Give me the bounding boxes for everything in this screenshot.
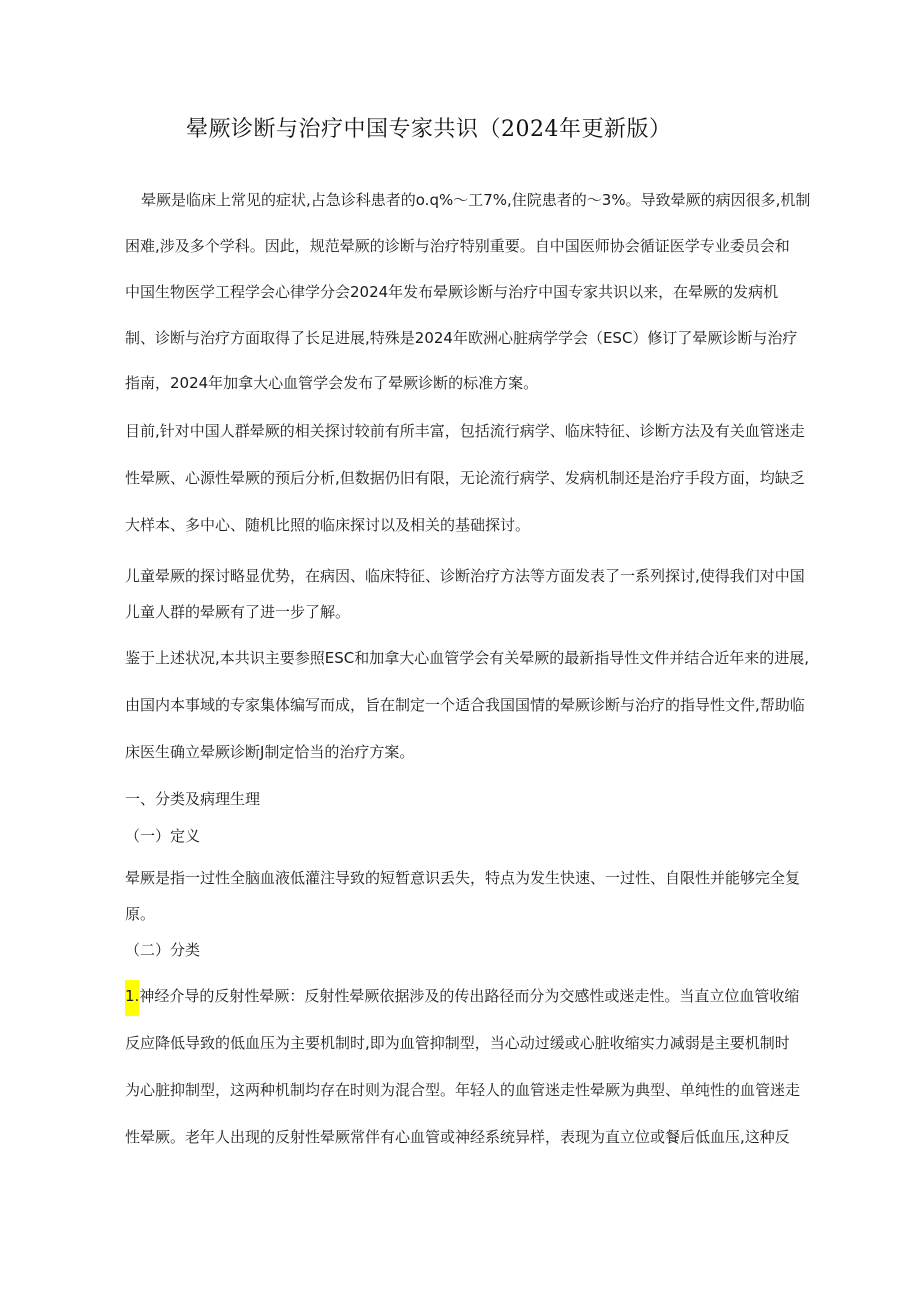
paragraph-line: 为心脏抑制型，这两种机制均存在时则为混合型。年轻人的血管迷走性晕厥为典型、单纯性的血管迷走 bbox=[125, 1081, 801, 1099]
paragraph-line: 原。 bbox=[125, 905, 156, 923]
paragraph-line: 儿童晕厥的探讨略显优势，在病因、临床特征、诊断治疗方法等方面发表了一系列探讨,使得我们对中国 bbox=[125, 567, 805, 585]
subsection-heading: （一）定义 bbox=[125, 827, 201, 845]
list-item-line bbox=[125, 986, 799, 1006]
paragraph-line: 晕厥是临床上常见的症状,占急诊科患者的o.q%〜工7%,住院患者的〜3%。导致晕厥的病因很多,机制 bbox=[141, 191, 811, 209]
paragraph-line: 晕厥是指一过性全脑血液低灌注导致的短暂意识丢失，特点为发生快速、一过性、自限性并能够完全复 bbox=[125, 869, 801, 887]
document-title: 晕厥诊断与治疗中国专家共识（2024年更新版） bbox=[186, 117, 672, 142]
paragraph-line: 指南，2024年加拿大心血管学会发布了晕厥诊断的标准方案。 bbox=[125, 374, 539, 392]
list-item-text: 神经介导的反射性晕厥：反射性晕厥依据涉及的传出路径而分为交感性或迷走性。当直立位血管收缩 bbox=[139, 987, 800, 1005]
paragraph-line: 制、诊断与治疗方面取得了长足进展,特殊是2024年欧洲心脏病学学会（ESC）修订了晕厥诊断与治疗 bbox=[125, 329, 798, 347]
list-marker-highlight: 1. bbox=[125, 980, 139, 1016]
paragraph-line: 床医生确立晕厥诊断J制定恰当的治疗方案。 bbox=[125, 743, 415, 761]
paragraph-line: 性晕厥。老年人出现的反射性晕厥常伴有心血管或神经系统异样，表现为直立位或餐后低血压,这种反 bbox=[125, 1128, 790, 1146]
paragraph-line: 由国内本事域的专家集体编写而成，旨在制定一个适合我国国情的晕厥诊断与治疗的指导性文件,帮助临 bbox=[125, 696, 805, 714]
subsection-heading: （二）分类 bbox=[125, 941, 201, 959]
paragraph-line: 反应降低导致的低血压为主要机制时,即为血管抑制型，当心动过缓或心脏收缩实力减弱是主要机制时 bbox=[125, 1034, 790, 1052]
paragraph-line: 儿童人群的晕厥有了进一步了解。 bbox=[125, 603, 351, 621]
paragraph-line: 困难,涉及多个学科。因此，规范晕厥的诊断与治疗特别重要。自中国医师协会循证医学专业委员会和 bbox=[125, 237, 790, 255]
paragraph-line: 鉴于上述状况,本共识主要参照ESC和加拿大心血管学会有关晕厥的最新指导性文件并结合近年来的进展, bbox=[125, 649, 810, 667]
paragraph-line: 性晕厥、心源性晕厥的预后分析,但数据仍旧有限，无论流行病学、发病机制还是治疗手段方面，均缺乏 bbox=[125, 469, 805, 487]
paragraph-line: 目前,针对中国人群晕厥的相关探讨较前有所丰富，包括流行病学、临床特征、诊断方法及有关血管迷走 bbox=[125, 422, 805, 440]
section-heading: 一、分类及病理生理 bbox=[125, 790, 261, 808]
paragraph-line: 中国生物医学工程学会心律学分会2024年发布晕厥诊断与治疗中国专家共识以来，在晕厥的发病机 bbox=[125, 283, 779, 301]
paragraph-line: 大样本、多中心、随机比照的临床探讨以及相关的基础探讨。 bbox=[125, 516, 531, 534]
